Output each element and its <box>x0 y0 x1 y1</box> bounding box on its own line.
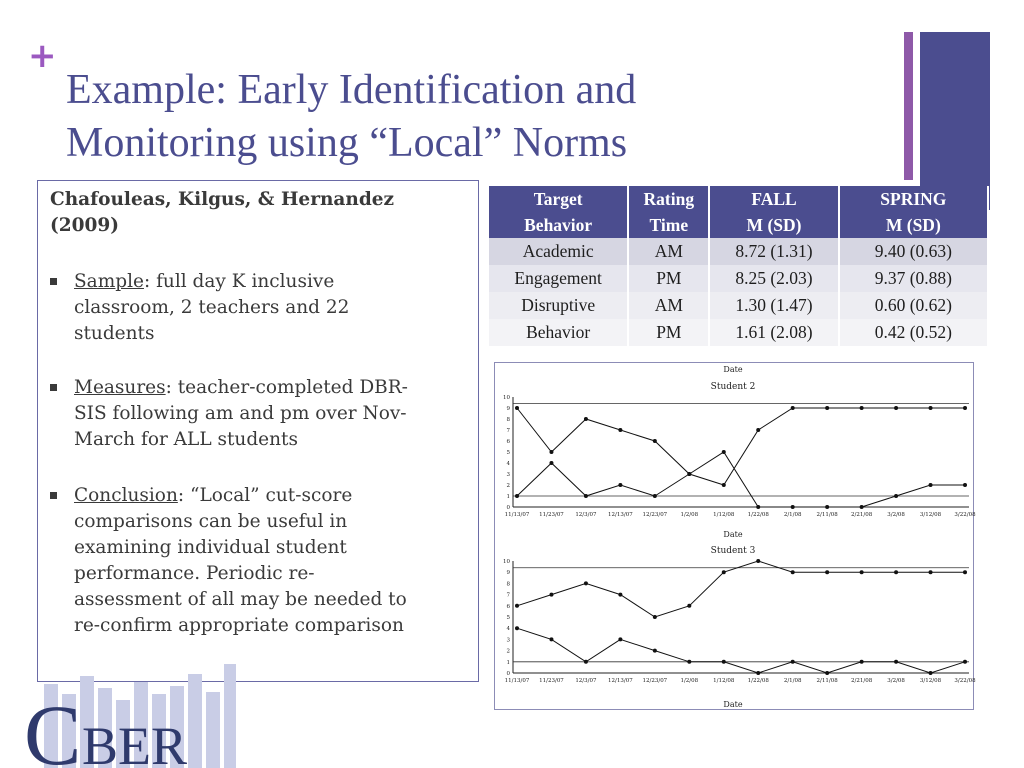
x-tick-label: 3/2/08 <box>887 678 905 684</box>
x-tick-label: 3/22/08 <box>954 512 976 518</box>
data-point <box>584 660 588 664</box>
x-tick-label: 12/3/07 <box>575 678 597 684</box>
y-tick-label: 5 <box>506 615 510 621</box>
accent-bar-navy <box>920 32 990 210</box>
panel1-label: Student 2 <box>710 382 756 392</box>
y-tick-label: 7 <box>506 592 510 599</box>
data-point <box>825 505 829 509</box>
data-point <box>549 461 553 465</box>
bullet-square-icon <box>50 492 57 499</box>
x-tick-label: 11/23/07 <box>539 512 564 518</box>
y-tick-label: 6 <box>506 603 510 610</box>
x-tick-label: 1/12/08 <box>713 512 735 518</box>
header-spring: SPRING M (SD) <box>839 186 988 238</box>
content-box <box>37 180 479 682</box>
y-tick-label: 1 <box>506 494 510 500</box>
data-point <box>791 505 795 509</box>
data-point <box>963 483 967 487</box>
top-axis-title: Date <box>723 365 743 374</box>
y-tick-label: 10 <box>503 559 510 565</box>
table-row <box>489 292 988 319</box>
data-point <box>722 483 726 487</box>
x-tick-label: 2/11/08 <box>816 678 838 684</box>
student-graphs <box>494 362 974 710</box>
cell-spring: 9.40 (0.63) <box>839 238 988 265</box>
bullet-text: examining individual student <box>74 537 347 558</box>
logo-letters-ber: BER <box>82 716 188 768</box>
y-tick-label: 10 <box>503 395 510 401</box>
x-tick-label: 11/23/07 <box>539 678 564 684</box>
cell-spring: 9.37 (0.88) <box>839 265 988 292</box>
data-point <box>929 483 933 487</box>
bullet-label: Conclusion <box>74 485 178 506</box>
data-point <box>515 494 519 498</box>
data-point <box>549 593 553 597</box>
y-tick-label: 7 <box>506 428 510 434</box>
header-rating-time: Rating Time <box>628 186 709 238</box>
data-point <box>791 660 795 664</box>
cell-fall: 1.30 (1.47) <box>709 292 838 319</box>
cell-spring: 0.42 (0.52) <box>839 319 988 346</box>
data-point <box>722 450 726 454</box>
y-tick-label: 5 <box>506 450 510 456</box>
data-point <box>653 649 657 653</box>
title-line-2: Monitoring using “Local” Norms <box>66 120 628 166</box>
bullet-conclusion <box>50 483 475 639</box>
bullet-text: : teacher-completed DBR- <box>165 377 408 398</box>
title-line-1: Example: Early Identification and <box>66 67 637 113</box>
data-point <box>894 406 898 410</box>
table-row <box>489 238 988 265</box>
data-point <box>653 494 657 498</box>
cell-time: PM <box>628 265 709 292</box>
panel2-label: Student 3 <box>710 546 756 556</box>
data-point <box>929 671 933 675</box>
cell-behavior: Behavior <box>489 319 628 346</box>
header-target-behavior: Target Behavior <box>489 186 628 238</box>
data-point <box>549 637 553 641</box>
y-tick-label: 0 <box>506 505 510 511</box>
data-point <box>756 559 760 563</box>
data-point <box>860 505 864 509</box>
y-tick-label: 9 <box>506 570 510 577</box>
bottom-axis-title: Date <box>723 700 743 709</box>
x-tick-label: 2/21/08 <box>851 512 873 518</box>
x-tick-label: 1/12/08 <box>713 678 735 684</box>
data-point <box>894 570 898 574</box>
data-point <box>825 570 829 574</box>
table-row <box>489 319 988 346</box>
data-point <box>687 604 691 608</box>
series-line <box>517 561 965 617</box>
x-tick-label: 11/13/07 <box>504 678 530 684</box>
cell-spring: 0.60 (0.62) <box>839 292 988 319</box>
data-point <box>894 660 898 664</box>
bullet-measures <box>50 375 475 453</box>
bullet-text: performance. Periodic re- <box>74 563 315 584</box>
data-point <box>584 494 588 498</box>
y-tick-label: 3 <box>506 637 510 644</box>
x-tick-label: 1/2/08 <box>680 678 699 684</box>
x-tick-label: 3/22/08 <box>954 678 976 684</box>
y-tick-label: 8 <box>506 417 510 423</box>
cell-time: AM <box>628 238 709 265</box>
bullet-text: assessment of all may be needed to <box>74 589 407 610</box>
data-point <box>515 406 519 410</box>
data-point <box>860 570 864 574</box>
data-point <box>963 570 967 574</box>
data-point <box>618 637 622 641</box>
data-point <box>963 406 967 410</box>
x-tick-label: 2/21/08 <box>851 678 873 684</box>
plus-decoration: + <box>28 36 57 76</box>
x-tick-label: 12/13/07 <box>608 678 633 684</box>
logo-letter-c: C <box>24 687 82 768</box>
cell-fall: 8.72 (1.31) <box>709 238 838 265</box>
bullet-text: SIS following am and pm over Nov- <box>74 403 407 424</box>
data-point <box>618 428 622 432</box>
table-row <box>489 265 988 292</box>
citation-line-1: Chafouleas, Kilgus, & Hernandez <box>50 189 395 210</box>
data-point <box>929 570 933 574</box>
bullet-sample <box>50 269 475 347</box>
results-table <box>489 186 989 346</box>
data-point <box>791 406 795 410</box>
bullet-text: : “Local” cut-score <box>177 485 353 506</box>
series-line <box>517 628 965 673</box>
data-point <box>687 660 691 664</box>
data-point <box>791 570 795 574</box>
citation-line-2: (2009) <box>50 215 119 236</box>
y-tick-label: 4 <box>506 461 510 467</box>
bullet-text: : full day K inclusive <box>143 271 335 292</box>
accent-bar-purple <box>904 32 913 180</box>
x-tick-label: 11/13/07 <box>504 512 530 518</box>
data-point <box>515 626 519 630</box>
data-point <box>756 505 760 509</box>
cell-fall: 8.25 (2.03) <box>709 265 838 292</box>
data-point <box>825 406 829 410</box>
data-point <box>618 483 622 487</box>
data-point <box>963 660 967 664</box>
table-header-row <box>489 186 988 238</box>
x-tick-label: 3/12/08 <box>919 678 942 684</box>
data-point <box>549 450 553 454</box>
y-tick-label: 3 <box>506 472 510 478</box>
data-point <box>584 581 588 585</box>
cber-logo <box>24 664 236 768</box>
data-point <box>653 615 657 619</box>
x-tick-label: 12/13/07 <box>608 512 633 518</box>
x-tick-label: 1/22/08 <box>747 512 769 518</box>
bullet-label: Sample <box>74 271 144 292</box>
cell-fall: 1.61 (2.08) <box>709 319 838 346</box>
x-tick-label: 3/2/08 <box>887 512 905 518</box>
x-tick-label: 12/3/07 <box>575 512 597 518</box>
data-point <box>860 406 864 410</box>
x-tick-label: 1/2/08 <box>680 512 699 518</box>
mid-axis-title: Date <box>723 530 743 539</box>
bullet-label: Measures <box>74 377 166 398</box>
data-point <box>722 660 726 664</box>
cell-behavior: Academic <box>489 238 628 265</box>
bullet-text: March for ALL students <box>74 429 298 450</box>
data-point <box>894 494 898 498</box>
cell-time: AM <box>628 292 709 319</box>
data-point <box>756 671 760 675</box>
bullet-square-icon <box>50 384 57 391</box>
y-tick-label: 9 <box>506 406 510 412</box>
cell-behavior: Disruptive <box>489 292 628 319</box>
data-point <box>687 472 691 476</box>
data-point <box>756 428 760 432</box>
slide-title <box>66 64 826 170</box>
data-point <box>860 660 864 664</box>
y-tick-label: 0 <box>506 671 510 677</box>
y-tick-label: 2 <box>506 483 510 489</box>
graphs-svg <box>495 363 976 709</box>
citation <box>50 187 475 239</box>
bullet-text: re-confirm appropriate comparison <box>74 615 404 636</box>
bullet-text: classroom, 2 teachers and 22 <box>74 297 350 318</box>
x-tick-label: 12/23/07 <box>642 678 668 684</box>
x-tick-label: 2/1/08 <box>783 512 802 518</box>
y-tick-label: 1 <box>506 659 510 666</box>
x-tick-label: 3/12/08 <box>919 512 942 518</box>
data-point <box>825 671 829 675</box>
series-line <box>517 452 965 507</box>
header-fall: FALL M (SD) <box>709 186 838 238</box>
y-tick-label: 2 <box>506 648 510 655</box>
data-point <box>618 593 622 597</box>
bullet-text: comparisons can be useful in <box>74 511 348 532</box>
x-tick-label: 12/23/07 <box>642 512 668 518</box>
y-tick-label: 4 <box>506 626 510 633</box>
data-point <box>653 439 657 443</box>
x-tick-label: 1/22/08 <box>747 678 769 684</box>
bullet-text: students <box>74 323 155 344</box>
bullet-square-icon <box>50 278 57 285</box>
data-point <box>584 417 588 421</box>
y-tick-label: 8 <box>506 581 510 588</box>
data-point <box>515 604 519 608</box>
data-point <box>722 570 726 574</box>
cell-time: PM <box>628 319 709 346</box>
data-point <box>929 406 933 410</box>
cell-behavior: Engagement <box>489 265 628 292</box>
x-tick-label: 2/1/08 <box>783 678 802 684</box>
x-tick-label: 2/11/08 <box>816 512 838 518</box>
y-tick-label: 6 <box>506 439 510 445</box>
